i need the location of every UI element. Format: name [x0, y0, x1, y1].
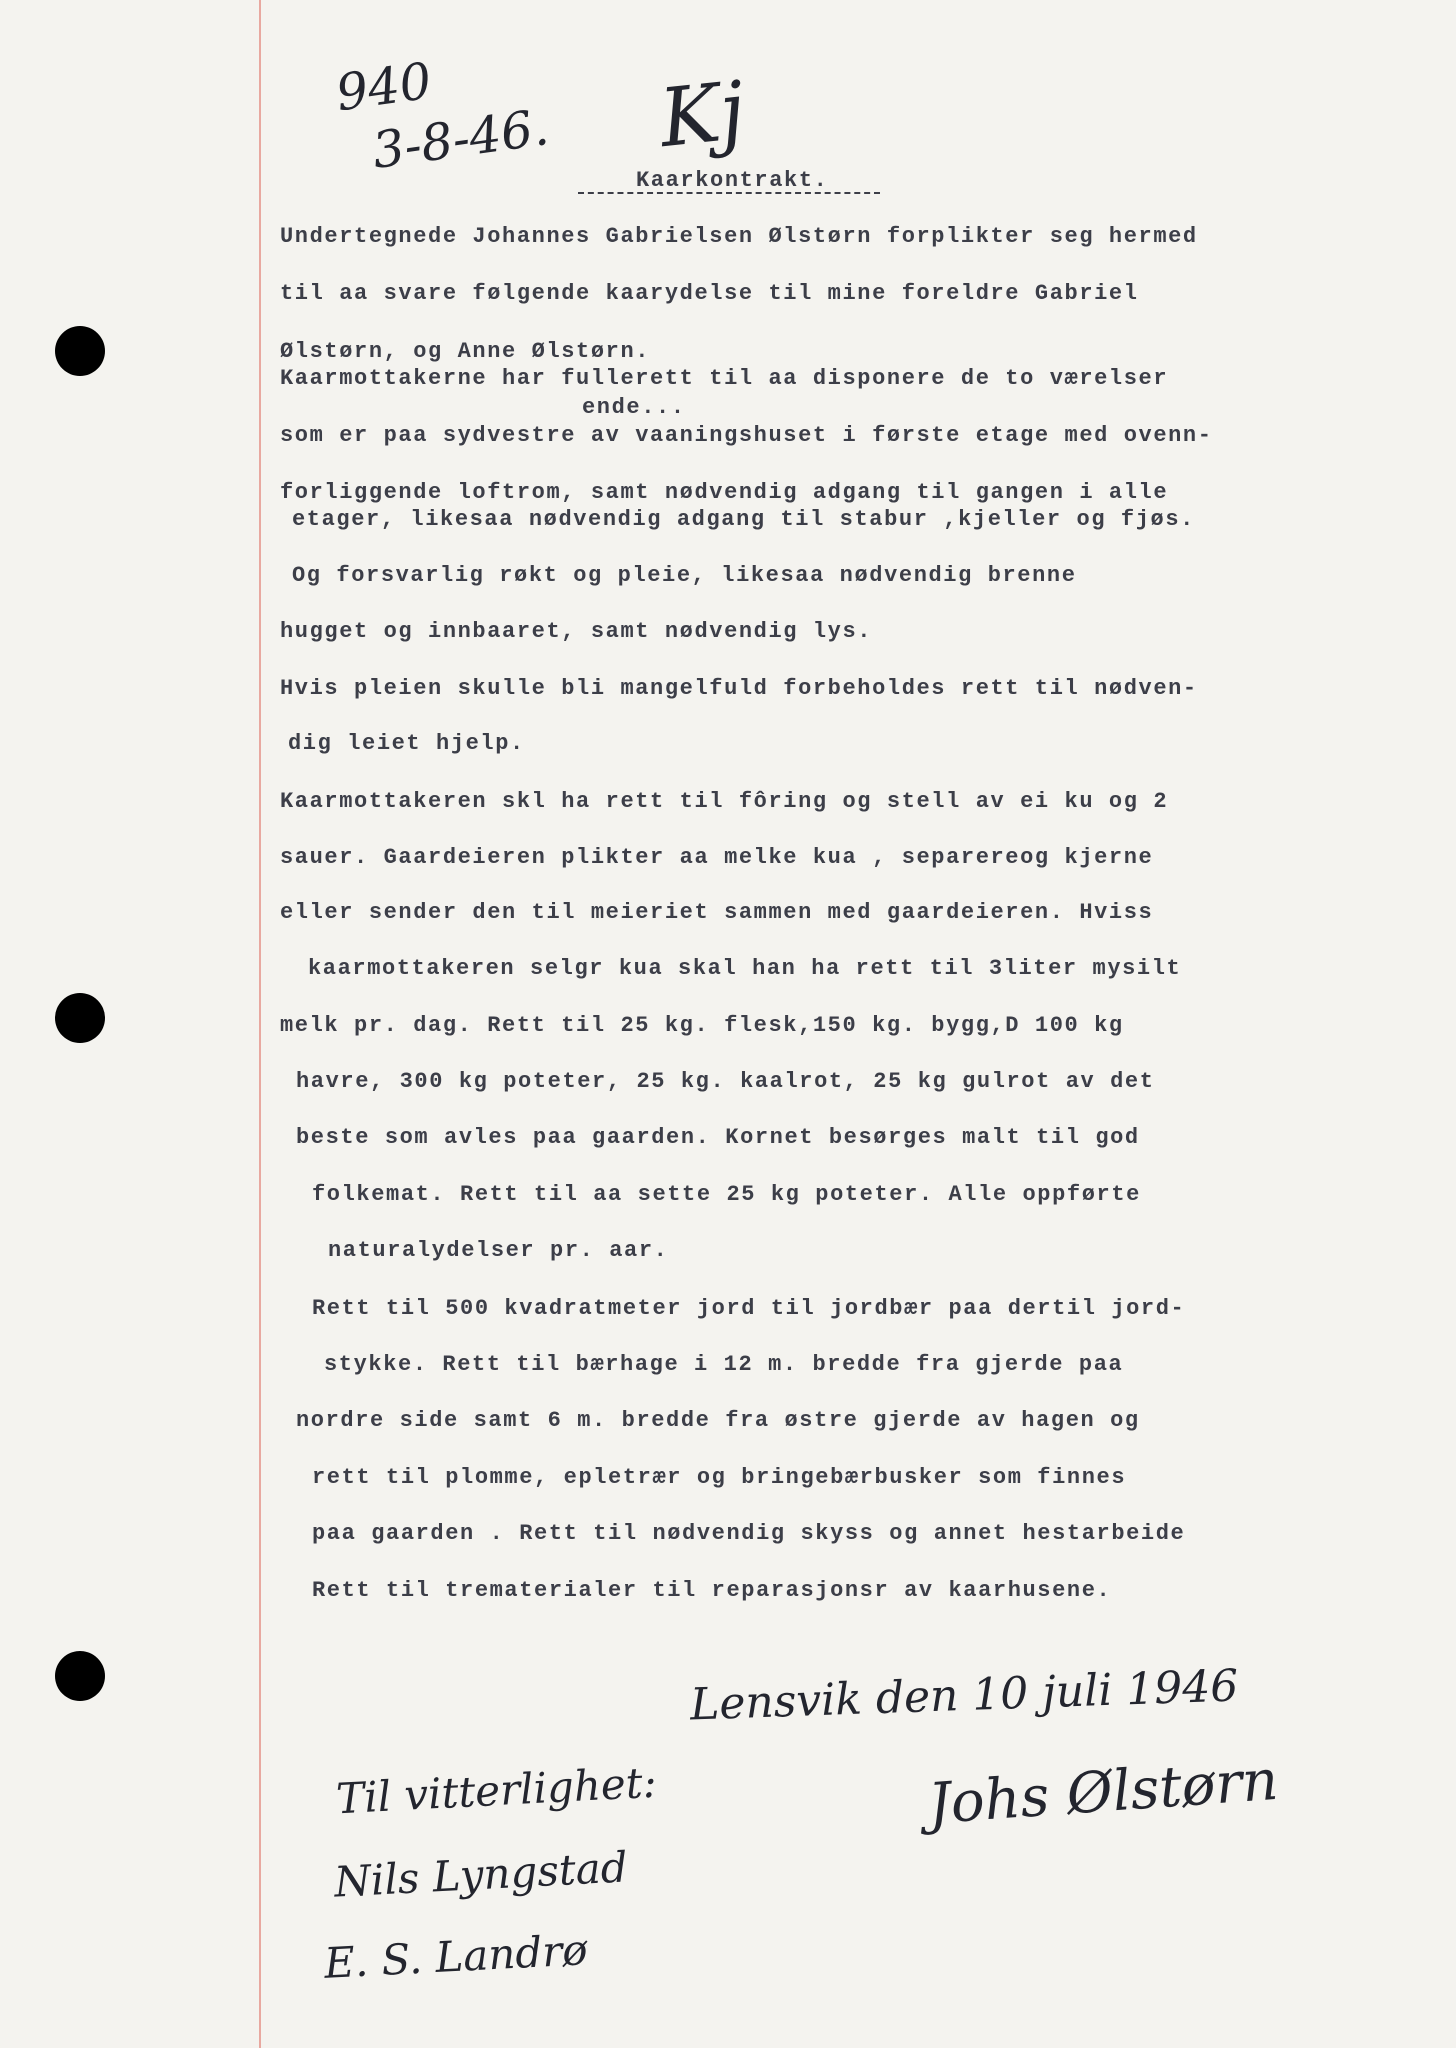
body-line: rett til plomme, epletrær og bringebærbusker som finnes: [312, 1465, 1127, 1490]
body-line: Hvis pleien skulle bli mangelfuld forbeholdes rett til nødven-: [280, 676, 1198, 701]
body-line: Rett til 500 kvadratmeter jord til jordbær paa dertil jord-: [312, 1296, 1186, 1321]
body-line: Ølstørn, og Anne Ølstørn.: [280, 339, 651, 364]
body-line: Og forsvarlig røkt og pleie, likesaa nødvendig brenne: [292, 563, 1077, 588]
body-line: til aa svare følgende kaarydelse til mine foreldre Gabriel: [280, 281, 1139, 306]
body-line: etager, likesaa nødvendig adgang til stabur ,kjeller og fjøs.: [292, 507, 1195, 532]
witness-name: Nils Lyngstad: [332, 1842, 629, 1907]
body-line: paa gaarden . Rett til nødvendig skyss og annet hestarbeide: [312, 1521, 1186, 1546]
witness-name: E. S. Landrø: [322, 1925, 589, 1988]
body-line: havre, 300 kg poteter, 25 kg. kaalrot, 25 kg gulrot av det: [296, 1069, 1155, 1094]
body-line: beste som avles paa gaarden. Kornet besørges malt til god: [296, 1125, 1140, 1150]
body-line: Kaarmottakeren skl ha rett til fôring og stell av ei ku og 2: [280, 789, 1169, 814]
body-line: forliggende loftrom, samt nødvendig adgang til gangen i alle: [280, 480, 1169, 505]
body-line: nordre side samt 6 m. bredde fra østre gjerde av hagen og: [296, 1408, 1140, 1433]
body-line: Undertegnede Johannes Gabrielsen Ølstørn forplikter seg hermed: [280, 224, 1198, 249]
body-line: dig leiet hjelp.: [288, 731, 525, 756]
body-line: Kaarmottakerne har fullerett til aa disponere de to værelser: [280, 366, 1169, 391]
body-line: Rett til trematerialer til reparasjonsr av kaarhusene.: [312, 1578, 1112, 1603]
red-margin-line: [259, 0, 261, 2048]
handwritten-signature: Johs Ølstørn: [926, 1747, 1281, 1838]
body-line: hugget og innbaaret, samt nødvendig lys.: [280, 619, 873, 644]
witness-heading: Til vitterlighet:: [334, 1757, 658, 1824]
body-line: ende...: [582, 395, 686, 420]
title-underline: [578, 192, 880, 194]
body-line: stykke. Rett til bærhage i 12 m. bredde fra gjerde paa: [324, 1352, 1124, 1377]
handwritten-initials: Kj: [655, 63, 750, 166]
body-line: sauer. Gaardeieren plikter aa melke kua , separereog kjerne: [280, 845, 1154, 870]
body-line: eller sender den til meieriet sammen med gaardeieren. Hviss: [280, 900, 1154, 925]
body-line: som er paa sydvestre av vaaningshuset i første etage med ovenn-: [280, 423, 1213, 448]
handwritten-date: 3-8-46.: [368, 97, 553, 181]
body-line: melk pr. dag. Rett til 25 kg. flesk,150 kg. bygg,D 100 kg: [280, 1013, 1124, 1038]
handwritten-number: 940: [332, 51, 436, 123]
punch-hole-top: [55, 326, 105, 376]
body-line: kaarmottakeren selgr kua skal han ha rett til 3liter mysilt: [308, 956, 1182, 981]
body-line: folkemat. Rett til aa sette 25 kg poteter. Alle oppførte: [312, 1182, 1141, 1207]
document-title: Kaarkontrakt.: [636, 168, 829, 193]
punch-hole-bottom: [55, 1651, 105, 1701]
body-line: naturalydelser pr. aar.: [328, 1238, 669, 1263]
punch-hole-middle: [55, 993, 105, 1043]
handwritten-place-date: Lensvik den 10 juli 1946: [689, 1660, 1240, 1731]
